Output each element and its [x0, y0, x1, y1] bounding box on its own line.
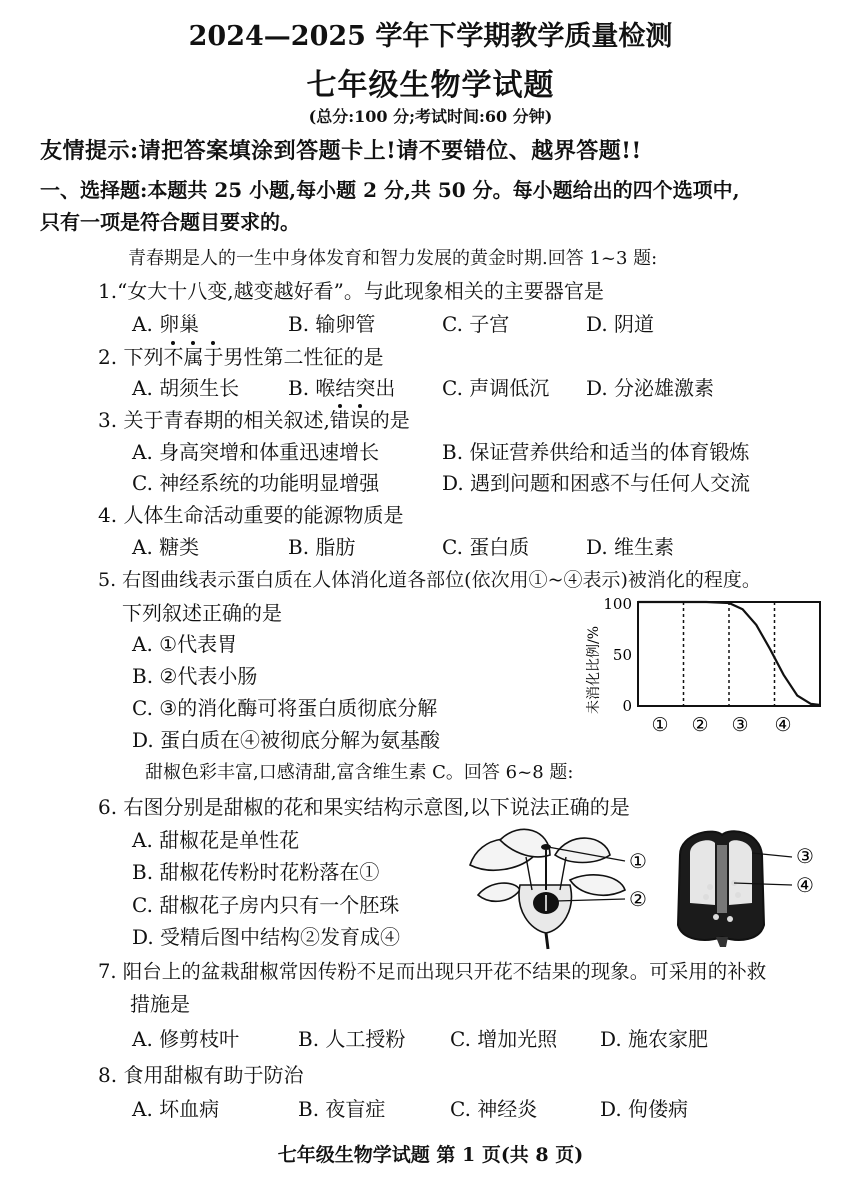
q3-option-d: D. 遇到问题和困惑不与任何人交流	[442, 471, 751, 495]
chart-dividers	[684, 602, 775, 706]
label-3: ③	[796, 844, 814, 868]
digestion-chart	[580, 590, 830, 740]
emphasis-char: 不	[163, 345, 184, 369]
q8-stem: 8. 食用甜椒有助于防治	[98, 1063, 304, 1087]
exam-header: 2024—2025 学年下学期教学质量检测	[188, 21, 673, 52]
emphasis-char: 错	[329, 408, 350, 432]
pepper-flower-figure	[460, 825, 660, 950]
pedicel	[546, 933, 548, 949]
emphasis-char: 误	[349, 408, 370, 432]
q5-option-d: D. 蛋白质在④被彻底分解为氨基酸	[132, 728, 441, 752]
chart-x-label: ④	[774, 714, 792, 736]
exam-info: (总分:100 分;考试时间:60 分钟)	[308, 107, 553, 126]
q6-option-b: B. 甜椒花传粉时花粉落在①	[132, 860, 380, 884]
q2-option-c: C. 声调低沉	[442, 376, 550, 400]
chart-ylabel: 未消化比例/%	[586, 625, 602, 715]
q6-option-c: C. 甜椒花子房内只有一个胚珠	[132, 893, 400, 917]
page-footer: 七年级生物学试题 第 1 页(共 8 页)	[277, 1144, 584, 1166]
q4-option-b: B. 脂肪	[288, 535, 356, 559]
intro-q1-3: 青春期是人的一生中身体发育和智力发展的黄金时期.回答 1~3 题:	[128, 248, 658, 269]
q3-option-a: A. 身高突增和体重迅速增长	[132, 440, 380, 464]
q7-option-c: C. 增加光照	[450, 1027, 558, 1051]
q3-stem	[98, 404, 410, 433]
q3-option-b: B. 保证营养供给和适当的体育锻炼	[442, 440, 750, 464]
q5-option-a: A. ①代表胃	[132, 632, 238, 656]
q2-option-a: A. 胡须生长	[132, 376, 240, 400]
emphasis-char: 于	[203, 345, 224, 369]
chart-x-label: ②	[691, 714, 709, 736]
chart-ytick: 50	[612, 646, 632, 664]
q4-option-d: D. 维生素	[586, 535, 675, 559]
q2-stem-pre: 2. 下列	[98, 345, 164, 369]
petal	[570, 875, 625, 895]
q5-stem-line2: 下列叙述正确的是	[122, 601, 282, 625]
chart-x-label: ③	[731, 714, 749, 736]
intro-q6-8: 甜椒色彩丰富,口感清甜,富含维生素 C。回答 6~8 题:	[145, 762, 574, 783]
q8-option-d: D. 佝偻病	[600, 1097, 689, 1121]
q2-stem	[98, 341, 383, 370]
q3-stem-pre: 3. 关于青春期的相关叙述,	[98, 408, 330, 432]
chart-ytick: 100	[603, 595, 632, 613]
q4-option-c: C. 蛋白质	[442, 535, 530, 559]
seed	[727, 916, 733, 922]
chart-ytick: 0	[622, 697, 632, 715]
fruit-stalk	[716, 937, 728, 947]
friendly-tip: 友情提示:请把答案填涂到答题卡上!请不要错位、越界答题!!	[40, 138, 642, 164]
q7-option-b: B. 人工授粉	[298, 1027, 406, 1051]
q1-option-a: A. 卵巢	[132, 312, 200, 336]
q7-stem-line2: 措施是	[130, 992, 190, 1016]
label-1: ①	[629, 849, 647, 873]
chart-x-label: ①	[651, 714, 669, 736]
q5-option-c: C. ③的消化酶可将蛋白质彻底分解	[132, 696, 438, 720]
q6-stem: 6. 右图分别是甜椒的花和果实结构示意图,以下说法正确的是	[98, 795, 630, 819]
q1-stem: 1.“女大十八变,越变越好看”。与此现象相关的主要器官是	[98, 279, 604, 303]
q1-option-c: C. 子宫	[442, 312, 510, 336]
q1-option-d: D. 阴道	[586, 312, 655, 336]
exam-title: 七年级生物学试题	[306, 68, 555, 103]
q5-stem-line1: 5. 右图曲线表示蛋白质在人体消化道各部位(依次用①~④表示)被消化的程度。	[98, 569, 761, 591]
q2-stem-post: 男性第二性征的是	[223, 345, 384, 369]
chart-series-line	[638, 602, 820, 705]
q2-option-b: B. 喉结突出	[288, 376, 396, 400]
q8-option-b: B. 夜盲症	[298, 1097, 386, 1121]
q3-option-c: C. 神经系统的功能明显增强	[132, 471, 380, 495]
q6-option-a: A. 甜椒花是单性花	[132, 828, 300, 852]
q7-option-a: A. 修剪枝叶	[132, 1027, 240, 1051]
label-2: ②	[629, 887, 647, 911]
petal	[478, 883, 520, 901]
section-heading-line2: 只有一项是符合题目要求的。	[40, 210, 300, 234]
q8-option-a: A. 坏血病	[132, 1097, 220, 1121]
label-4: ④	[796, 873, 814, 897]
fruit-cavity	[690, 840, 715, 905]
q7-stem-line1: 7. 阳台上的盆栽甜椒常因传粉不足而出现只开花不结果的现象。可采用的补救	[98, 960, 767, 983]
pepper-fruit-figure	[660, 825, 825, 950]
seed	[713, 914, 719, 920]
q3-stem-post: 的是	[369, 408, 410, 432]
q8-option-c: C. 神经炎	[450, 1097, 538, 1121]
q1-option-b: B. 输卵管	[288, 312, 376, 336]
q2-option-d: D. 分泌雄激素	[586, 376, 715, 400]
q7-option-d: D. 施农家肥	[600, 1027, 709, 1051]
q6-option-d: D. 受精后图中结构②发育成④	[132, 925, 401, 949]
q4-stem: 4. 人体生命活动重要的能源物质是	[98, 503, 404, 527]
seed	[703, 894, 709, 900]
seed	[707, 884, 713, 890]
placenta	[717, 845, 727, 913]
q5-option-b: B. ②代表小肠	[132, 664, 258, 688]
section-heading-line1: 一、选择题:本题共 25 小题,每小题 2 分,共 50 分。每小题给出的四个选项中,	[40, 178, 740, 202]
emphasis-char: 属	[183, 345, 204, 369]
q4-option-a: A. 糖类	[132, 535, 200, 559]
seed	[735, 892, 741, 898]
